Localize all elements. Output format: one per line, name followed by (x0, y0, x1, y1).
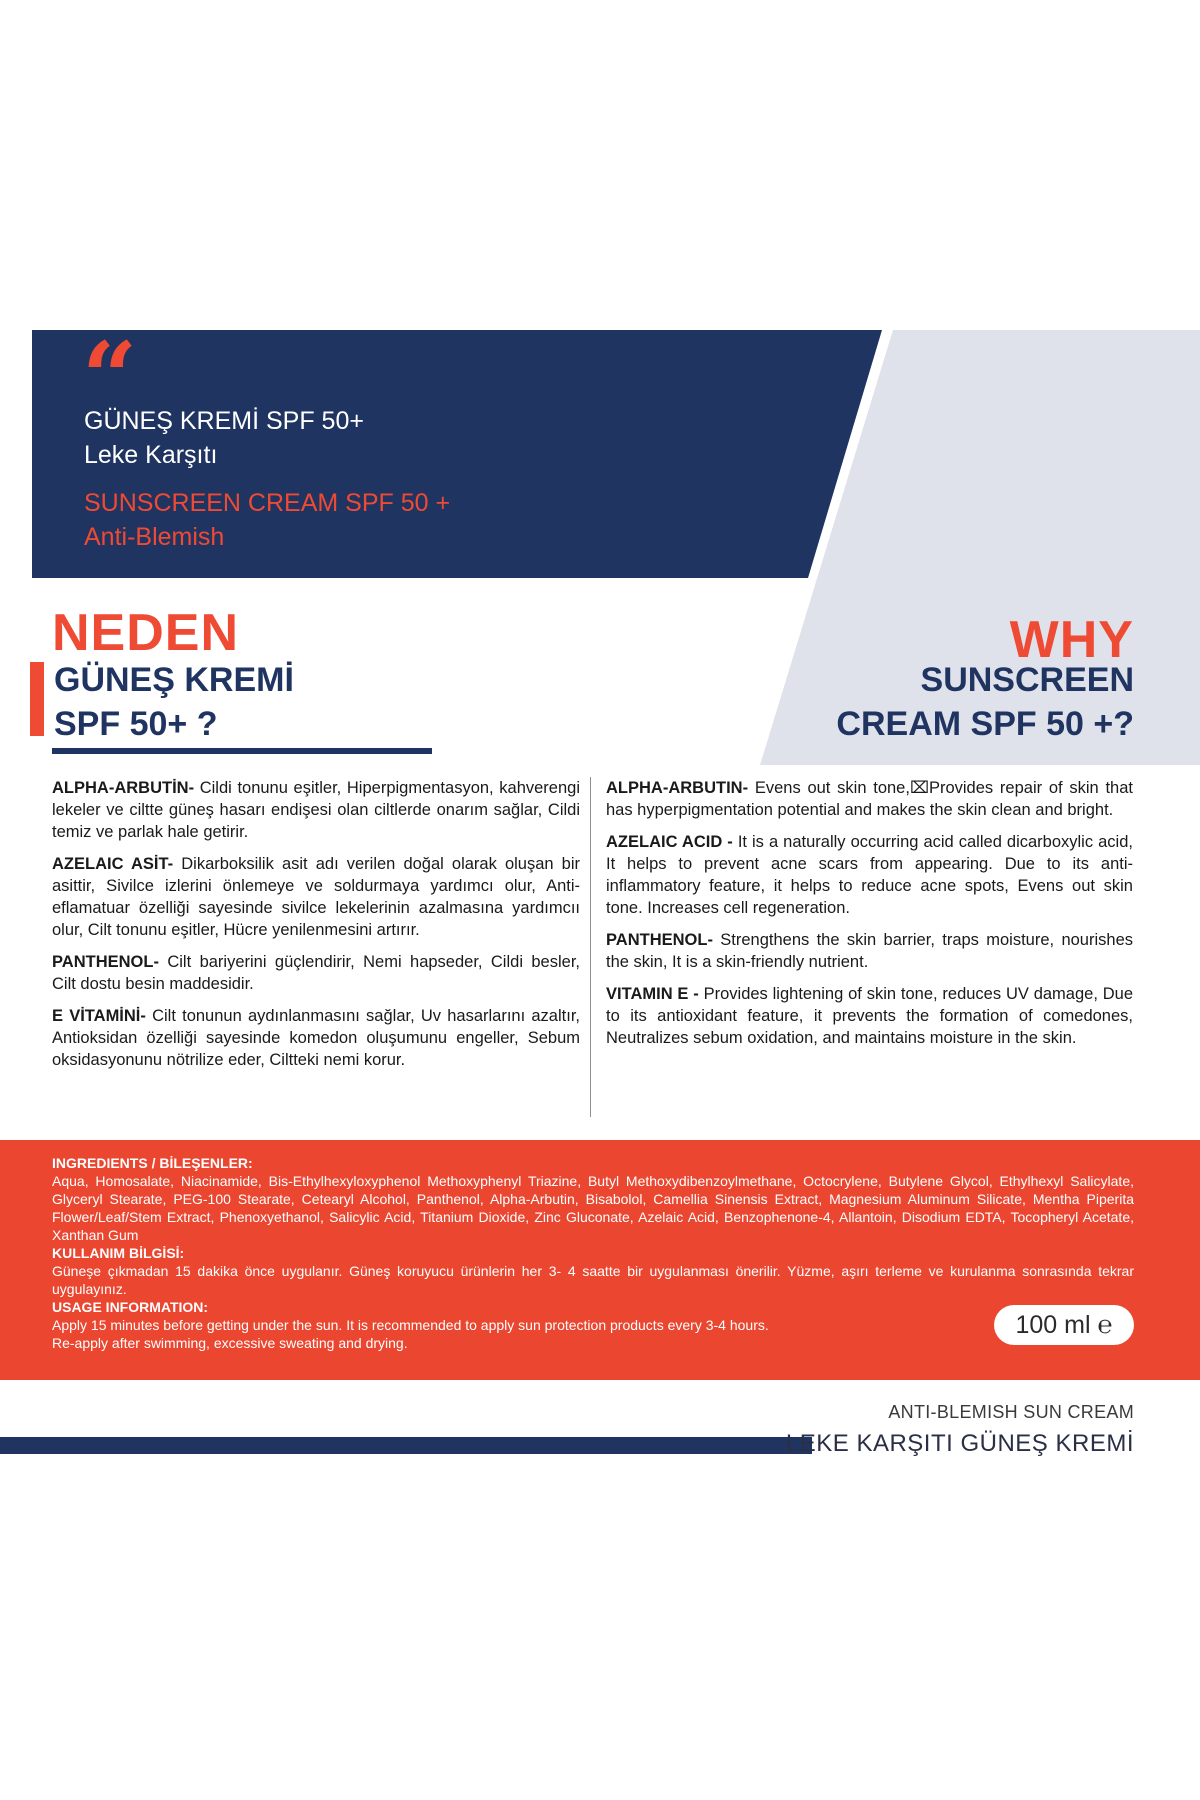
tr-item-text: Dikarboksilik asit adı verilen doğal olarak oluşan bir asittir, Sivilce izlerini önlemeye ve soldurmaya yardımcı olur, Anti-eflamatuar özelliği sayesinde sivilce lekelerinin azalmasına yardımcıı olur, Cilt tonunu eşitler, Hücre yenilenmesini artırır. (52, 855, 580, 939)
ingredients-title: INGREDIENTS / BİLEŞENLER: (52, 1155, 253, 1171)
column-divider (590, 777, 591, 1117)
en-item (606, 929, 1133, 973)
tr-item (52, 777, 580, 843)
ingredients-content (52, 1154, 1134, 1352)
usage-en-line-1: Apply 15 minutes before getting under the sun. It is recommended to apply sun protection products every 3-4 hours. (52, 1317, 769, 1333)
neden-accent-bar (30, 662, 44, 736)
neden-heading: NEDEN (52, 604, 240, 662)
usage-tr-title: KULLANIM BİLGİSİ: (52, 1245, 185, 1261)
en-item-text: Provides lightening of skin tone, reduces UV damage, Due to its antioxidant feature, it prevents the formation of comedones, Neutralizes sebum oxidation, and maintains moisture in the skin. (606, 985, 1134, 1047)
english-ingredient-column (606, 777, 1133, 1059)
en-item-term: ALPHA-ARBUTIN- (606, 779, 749, 797)
tr-item-text: Cildi tonunu eşitler, Hiperpigmentasyon, kahverengi lekeler ve ciltte güneş hasarı endişesi olan ciltlerde onarım sağlar, Cildi temiz ve parlak hale getirir. (52, 779, 580, 841)
footer-en-name: ANTI-BLEMISH SUN CREAM (888, 1402, 1134, 1422)
volume-badge: 100 ml ℮ (994, 1305, 1134, 1345)
footer-tr-name: LEKE KARŞITI GÜNEŞ KREMİ (785, 1430, 1134, 1457)
en-item (606, 777, 1133, 821)
en-item-term: PANTHENOL- (606, 931, 713, 949)
tr-item-term: PANTHENOL- (52, 953, 159, 971)
footer-navy-bar (0, 1437, 812, 1454)
tr-item-term: AZELAIC ASİT- (52, 855, 174, 873)
en-item-term: VITAMIN E - (606, 985, 699, 1003)
neden-underline (52, 748, 432, 754)
tr-item (52, 1005, 580, 1071)
why-line-1: SUNSCREEN (920, 661, 1134, 699)
en-item (606, 831, 1133, 919)
header-en-title: SUNSCREEN CREAM SPF 50 + (84, 489, 451, 517)
usage-en-line-2: Re-apply after swimming, excessive sweating and drying. (52, 1335, 408, 1351)
usage-tr-text: Güneşe çıkmadan 15 dakika önce uygulanır. Güneş koruyucu ürünlerin her 3- 4 saatte bir uygulanması önerilir. Yüzme, aşırı terleme ve kurulanma sonrasında tekrar uygulayınız. (52, 1263, 1134, 1297)
usage-en-title: USAGE INFORMATION: (52, 1299, 209, 1315)
why-heading: WHY (1009, 611, 1134, 669)
header-tr-title: GÜNEŞ KREMİ SPF 50+ (84, 407, 364, 435)
quote-icon: “ (82, 321, 130, 434)
header-tr-subtitle: Leke Karşıtı (84, 441, 218, 469)
tr-item-term: ALPHA-ARBUTİN- (52, 779, 195, 797)
turkish-ingredient-column (52, 777, 580, 1081)
en-item-text: Evens out skin tone,⌧Provides repair of skin that has hyperpigmentation potential and makes the skin clean and bright. (606, 779, 1133, 819)
en-item-text: Strengthens the skin barrier, traps moisture, nourishes the skin, It is a skin-friendly nutrient. (606, 931, 1133, 971)
tr-item-term: E VİTAMİNİ- (52, 1007, 146, 1025)
en-item-term: AZELAIC ACID - (606, 833, 733, 851)
header-en-subtitle: Anti-Blemish (84, 523, 225, 551)
ingredients-list: Aqua, Homosalate, Niacinamide, Bis-Ethylhexyloxyphenol Methoxyphenyl Triazine, Butyl Methoxydibenzoylmethane, Octocrylene, Butylene Glycol, Ethylhexyl Salicylate, Glyceryl Stearate, PEG-100 Stearate, Cetearyl Alcohol, Panthenol, Alpha-Arbutin, Bisabolol, Camellia Sinensis Extract, Magnesium Aluminum Silicate, Mentha Piperita Flower/Leaf/Stem Extract, Phenoxyethanol, Salicylic Acid, Titanium Dioxide, Zinc Gluconate, Azelaic Acid, Benzophenone-4, Allantoin, Disodium EDTA, Tocopheryl Acetate, Xanthan Gum (52, 1173, 1134, 1243)
neden-line-2: SPF 50+ ? (54, 705, 218, 743)
tr-item (52, 951, 580, 995)
tr-item (52, 853, 580, 941)
why-line-2: CREAM SPF 50 +? (836, 705, 1134, 743)
en-item-text: It is a naturally occurring acid called dicarboxylic acid, It helps to prevent acne scars from appearing. Due to its anti-inflammatory feature, it helps to reduce acne spots, Evens out skin tone. Increases cell regeneration. (606, 833, 1133, 917)
tr-item-text: Cilt tonunun aydınlanmasını sağlar, Uv hasarlarını azaltır, Antioksidan özelliği sayesinde komedon oluşumunu engeller, Sebum oksidasyonunu nötrilize eder, Ciltteki nemi korur. (52, 1007, 580, 1069)
tr-item-text: Cilt bariyerini güçlendirir, Nemi hapseder, Cildi besler, Cilt dostu besin maddesidir. (52, 953, 580, 993)
en-item (606, 983, 1133, 1049)
neden-line-1: GÜNEŞ KREMİ (54, 661, 294, 699)
